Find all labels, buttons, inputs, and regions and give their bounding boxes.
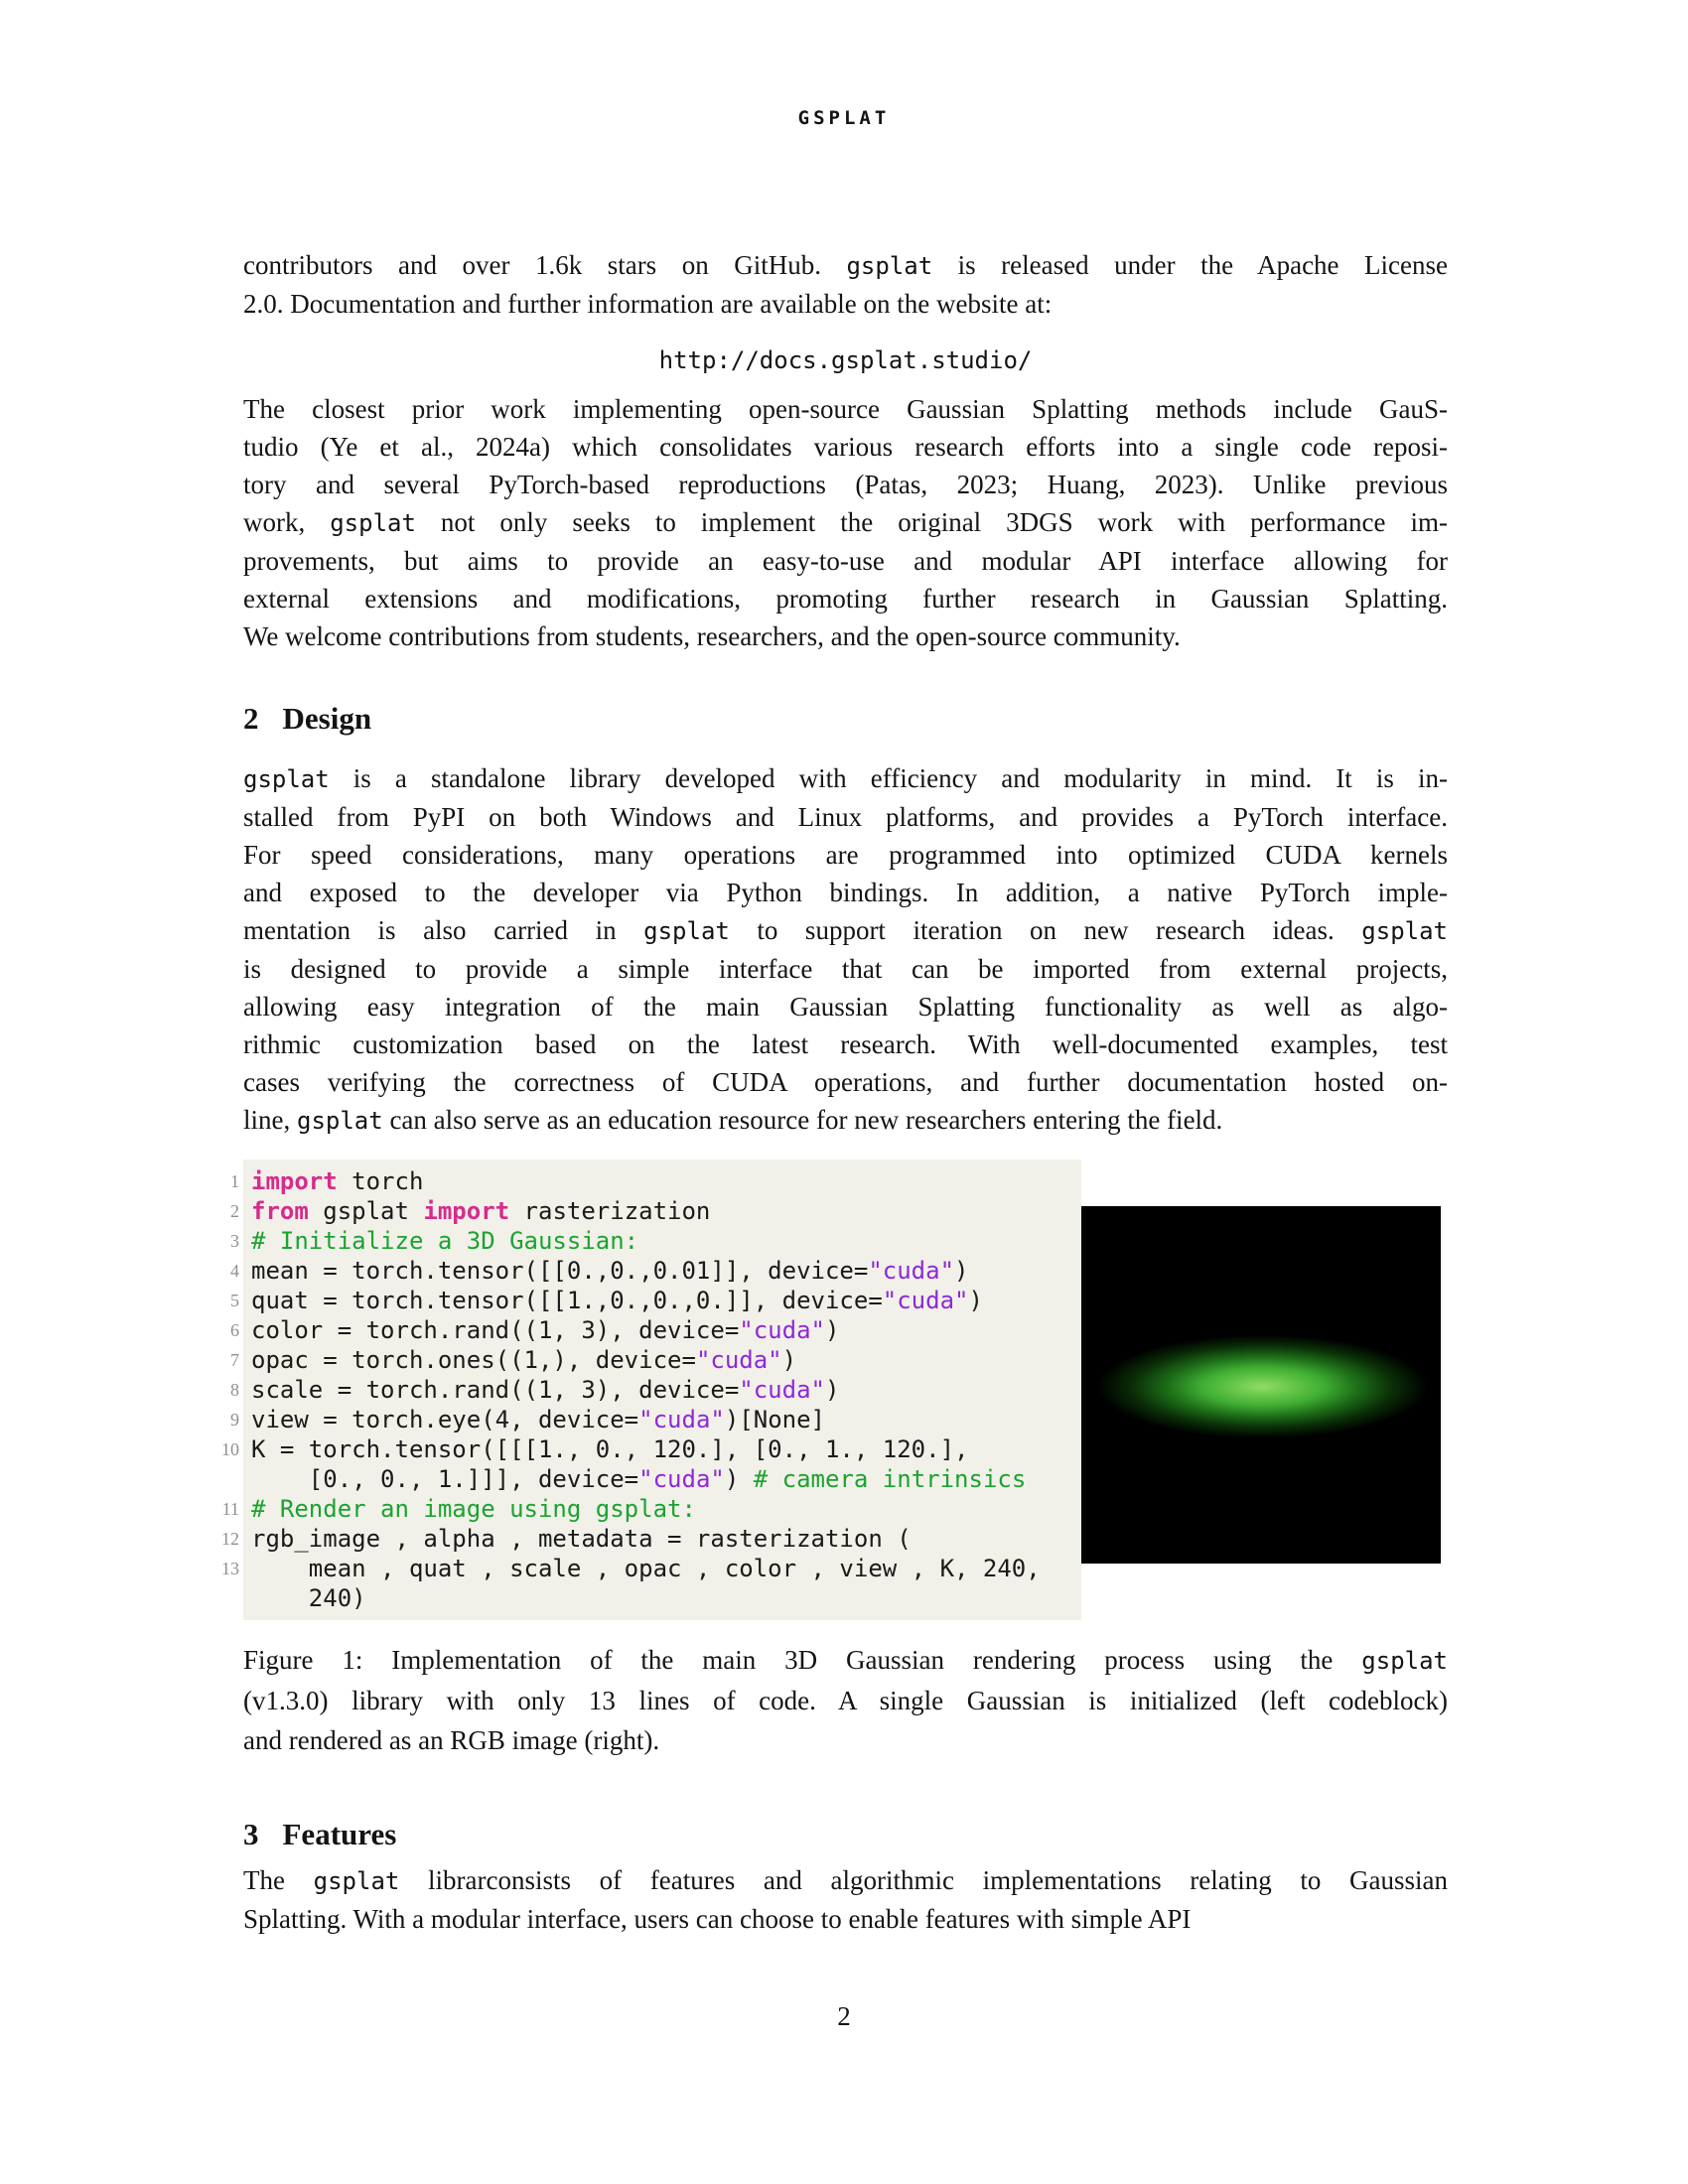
text-segment: work, [243,507,331,537]
text-line [243,1101,1448,1140]
text-segment: ) [824,1316,840,1344]
text-line [243,428,1448,466]
text-segment: ) [724,1465,754,1493]
docs-url-link[interactable]: http://docs.gsplat.studio/ [658,346,1033,374]
code-line-number: 1 [230,1171,239,1191]
text-segment: mean , quat , scale , opac , color , view , K, 240, [251,1555,1041,1582]
text-segment: "cuda" [638,1465,725,1493]
code-line-number: 7 [230,1350,239,1370]
code-line [230,1315,1081,1345]
text-line [243,246,1448,285]
text-segment: gsplat [1361,917,1448,945]
code-line [230,1405,1081,1434]
text-segment: # Initialize a 3D Gaussian: [251,1227,639,1255]
text-segment: import [251,1167,338,1195]
text-segment: tudio (Ye et al., 2024a) which consolidates various research efforts into a single code reposi- [243,432,1448,462]
text-line [243,950,1448,988]
code-line-number: 10 [221,1439,239,1459]
text-line [243,285,1448,323]
text-segment: tory and several PyTorch-based reproductions (Patas, 2023; Huang, 2023). Unlike previous [243,470,1448,499]
text-segment: torch [337,1167,424,1195]
text-line [243,1861,1448,1900]
code-line [221,1524,1081,1554]
code-listing [221,1160,1081,1620]
text-segment: # Render an image using gsplat: [251,1495,696,1523]
text-segment: external extensions and modifications, promoting further research in Gaussian Splatting. [243,584,1448,614]
code-line [230,1196,1081,1226]
text-segment: opac = torch.ones((1,), device= [251,1346,696,1374]
text-segment: import [423,1197,510,1225]
code-line [221,1434,1081,1464]
text-segment: (v1.3.0) library with only 13 lines of code. A single Gaussian is initialized (left codeblock) [243,1686,1448,1715]
code-line-number: 12 [221,1529,239,1549]
code-line [221,1554,1081,1583]
text-segment: quat = torch.tensor([[1.,0.,0.,0.]], device= [251,1287,883,1314]
text-segment: is designed to provide a simple interface that can be imported from external projects, [243,954,1448,984]
code-line-number: 4 [230,1261,239,1281]
text-segment: [0., 0., 1.]]], device= [251,1465,639,1493]
text-segment: 2.0. Documentation and further information are available on the website at: [243,289,1053,319]
code-line-number: 6 [230,1320,239,1340]
text-segment: not only seeks to implement the original 3DGS work with performance im- [415,507,1448,537]
text-segment: ) [824,1376,840,1404]
text-segment: line, [243,1105,297,1135]
prior-work-paragraph [243,390,1448,655]
gaussian-render-image [1081,1206,1441,1564]
text-segment: We welcome contributions from students, researchers, and the open-source community. [243,621,1181,651]
text-line [243,798,1448,836]
text-segment: mentation is also carried in [243,915,644,945]
text-line [243,836,1448,874]
code-line-number: 13 [221,1559,239,1578]
code-line [230,1345,1081,1375]
text-segment: scale = torch.rand((1, 3), device= [251,1376,740,1404]
text-segment: and exposed to the developer via Python bindings. In addition, a native PyTorch imple- [243,878,1448,907]
text-segment: gsplat [643,917,730,945]
code-line [230,1256,1081,1286]
text-segment: 240) [251,1584,366,1612]
text-segment: For speed considerations, many operations are programmed into optimized CUDA kernels [243,840,1448,870]
text-line [243,1063,1448,1101]
section-design-heading [243,701,371,737]
text-line [243,1720,1448,1760]
text-segment: gsplat [243,765,330,793]
text-segment: "cuda" [695,1346,782,1374]
text-segment: The [243,1865,314,1895]
text-segment: gsplat [846,252,933,280]
text-line [243,466,1448,503]
figure-caption [243,1640,1448,1760]
text-line [243,390,1448,428]
text-segment: gsplat [297,1107,383,1135]
text-segment: to support iteration on new research ideas. [729,915,1362,945]
code-line [230,1375,1081,1405]
text-segment: rgb_image , alpha , metadata = rasterization ( [251,1525,912,1553]
code-line [251,1583,1081,1613]
section-number: 2 [243,701,259,736]
text-segment: is a standalone library developed with efficiency and modularity in mind. It is in- [329,763,1448,793]
text-segment: stalled from PyPI on both Windows and Linux platforms, and provides a PyTorch interface. [243,802,1448,832]
section-number: 3 [243,1817,259,1851]
text-segment: mean = torch.tensor([[0.,0.,0.01]], device= [251,1257,869,1285]
intro-paragraph [243,246,1448,323]
text-segment: # camera intrinsics [753,1465,1027,1493]
features-paragraph [243,1861,1448,1938]
section-title: Features [282,1817,397,1851]
page-number: 2 [837,2001,851,2031]
code-line-number: 5 [230,1291,239,1310]
code-line-number: 9 [230,1410,239,1430]
code-line [230,1286,1081,1315]
code-line [230,1166,1081,1196]
text-segment: K = torch.tensor([[[1., 0., 120.], [0., 1., 120.], [251,1435,969,1463]
text-segment: is released under the Apache License [932,250,1448,280]
text-segment: "cuda" [868,1257,955,1285]
text-line [243,503,1448,542]
text-segment: rithmic customization based on the latest research. With well-documented examples, test [243,1029,1448,1059]
text-segment: ) [968,1287,983,1314]
text-segment: Figure 1: Implementation of the main 3D Gaussian rendering process using the [243,1645,1362,1675]
text-segment: gsplat [1361,1647,1448,1675]
code-line [221,1494,1081,1524]
text-line [243,580,1448,617]
text-segment: allowing easy integration of the main Gaussian Splatting functionality as well as algo- [243,992,1448,1022]
code-line [251,1464,1081,1494]
text-line [243,1681,1448,1720]
section-title: Design [282,701,372,736]
text-segment: gsplat [330,509,416,537]
text-segment: librarconsists of features and algorithmic implementations relating to Gaussian [399,1865,1449,1895]
running-head: GSPLAT [797,107,891,129]
text-segment: can also serve as an education resource for new researchers entering the field. [382,1105,1223,1135]
text-line [243,1640,1448,1681]
text-segment: ) [954,1257,969,1285]
text-segment: gsplat [313,1867,400,1895]
code-line-number: 2 [230,1201,239,1221]
text-segment: and rendered as an RGB image (right). [243,1725,660,1755]
text-line [243,874,1448,911]
code-line [230,1226,1081,1256]
text-line [243,911,1448,950]
text-segment: contributors and over 1.6k stars on GitHub. [243,250,847,280]
text-line [243,542,1448,580]
text-line [243,988,1448,1025]
text-segment: Splatting. With a modular interface, users can choose to enable features with simple API [243,1904,1192,1934]
code-line-number: 3 [230,1231,239,1251]
text-line [243,1025,1448,1063]
design-paragraph [243,759,1448,1140]
text-segment: "cuda" [638,1406,725,1433]
text-segment: color = torch.rand((1, 3), device= [251,1316,740,1344]
section-features-heading [243,1817,396,1852]
code-line-number: 8 [230,1380,239,1400]
text-segment: ) [781,1346,797,1374]
page-content [221,0,1449,2184]
text-segment: provements, but aims to provide an easy-to-use and modular API interface allowing for [243,546,1448,576]
text-segment: from [251,1197,309,1225]
text-line [243,1900,1448,1938]
text-segment: "cuda" [739,1376,825,1404]
text-segment: The closest prior work implementing open-source Gaussian Splatting methods include GauS- [243,394,1448,424]
text-line [243,759,1448,798]
text-segment: view = torch.eye(4, device= [251,1406,639,1433]
text-line [243,617,1448,655]
text-segment: "cuda" [739,1316,825,1344]
text-segment: cases verifying the correctness of CUDA operations, and further documentation hosted on- [243,1067,1448,1097]
gaussian-blob [1081,1206,1441,1564]
code-line-number: 11 [221,1499,239,1519]
text-segment: )[None] [724,1406,825,1433]
text-segment: rasterization [509,1197,711,1225]
text-segment: gsplat [308,1197,424,1225]
text-segment: "cuda" [882,1287,969,1314]
